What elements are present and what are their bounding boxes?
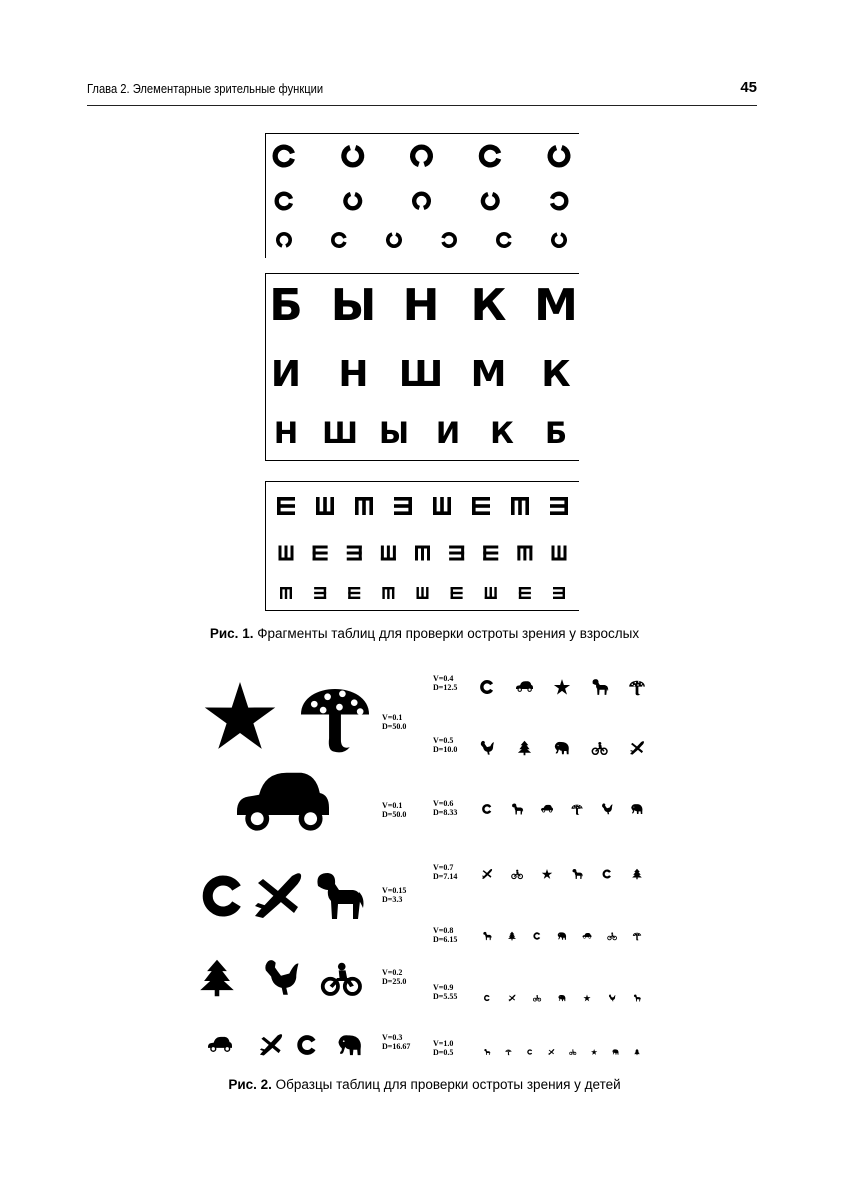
elephant-icon bbox=[558, 932, 566, 939]
landolt-ring-top bbox=[388, 234, 400, 246]
car-icon bbox=[541, 805, 553, 813]
landolt-ring-left bbox=[552, 194, 566, 209]
motorbike-icon bbox=[592, 742, 607, 754]
distance-value: D=25.0 bbox=[382, 977, 407, 986]
car-icon bbox=[516, 681, 533, 692]
rooster-icon bbox=[265, 960, 298, 995]
tumbling-e-right bbox=[483, 546, 498, 561]
distance-value: D=7.14 bbox=[433, 872, 458, 881]
landolt-ring-right bbox=[275, 147, 292, 165]
chart-letter: Н bbox=[338, 354, 369, 395]
plane-icon bbox=[509, 995, 516, 1002]
distance-value: D=50.0 bbox=[382, 810, 407, 819]
chart-letter: К bbox=[490, 416, 514, 450]
car-icon bbox=[583, 933, 592, 939]
tumbling-e-up bbox=[433, 497, 451, 515]
mushroom-icon bbox=[505, 1050, 511, 1056]
tumbling-e-right bbox=[519, 587, 531, 599]
chart-letter: Ш bbox=[322, 416, 358, 450]
tumbling-e-left bbox=[394, 497, 412, 515]
tumbling-e-down bbox=[415, 546, 430, 561]
chart-letter: Ш bbox=[398, 354, 444, 395]
motorbike-icon bbox=[570, 1049, 576, 1054]
acuity-value: V=0.1 bbox=[382, 713, 403, 722]
acuity-value: V=0.1 bbox=[382, 801, 403, 810]
tumbling-e-right bbox=[277, 497, 295, 515]
star-icon bbox=[583, 995, 590, 1002]
distance-value: D=16.67 bbox=[382, 1042, 411, 1051]
chart-letter: К bbox=[470, 280, 507, 331]
acuity-value: V=1.0 bbox=[433, 1039, 454, 1048]
horse-icon bbox=[512, 803, 523, 814]
acuity-value: V=0.3 bbox=[382, 1033, 403, 1042]
tree-icon bbox=[634, 1049, 640, 1055]
children-chart-figure bbox=[195, 668, 665, 1063]
rooster-icon bbox=[602, 803, 612, 814]
chart-letter: М bbox=[534, 280, 578, 331]
tumbling-e-down bbox=[511, 497, 529, 515]
tumbling-e-up bbox=[316, 497, 334, 515]
page-number: 45 bbox=[740, 79, 757, 96]
chart-letter: Б bbox=[544, 416, 568, 450]
horse-icon bbox=[593, 679, 609, 695]
rooster-icon bbox=[609, 994, 616, 1001]
landolt-ring-right bbox=[277, 194, 291, 209]
distance-value: D=8.33 bbox=[433, 808, 458, 817]
tree-icon bbox=[518, 741, 531, 755]
motorbike-icon bbox=[323, 963, 360, 994]
landolt-ring-right bbox=[333, 234, 345, 246]
acuity-value: V=0.15 bbox=[382, 886, 407, 895]
tumbling-e-panel bbox=[265, 481, 579, 611]
elephant-icon bbox=[555, 742, 569, 754]
chart-letter: Ы bbox=[378, 416, 410, 450]
acuity-value: V=0.9 bbox=[433, 983, 454, 992]
tumbling-e-up bbox=[381, 546, 396, 561]
chart-letter: М bbox=[470, 354, 507, 395]
tree-icon bbox=[632, 869, 642, 880]
ring-icon bbox=[485, 996, 489, 1001]
landolt-ring-right bbox=[481, 147, 498, 165]
landolt-ring-top bbox=[344, 148, 362, 165]
letter-chart-panel bbox=[265, 273, 579, 461]
tree-icon bbox=[508, 932, 516, 941]
acuity-value: V=0.5 bbox=[433, 736, 454, 745]
landolt-ring-bottom bbox=[278, 234, 290, 246]
figure-2-label: Рис. 2. bbox=[228, 1077, 272, 1092]
figure-1-label: Рис. 1. bbox=[209, 626, 254, 641]
plane-icon bbox=[482, 869, 492, 879]
distance-value: D=50.0 bbox=[382, 722, 407, 731]
tumbling-e-right bbox=[472, 497, 490, 515]
ring-icon bbox=[208, 881, 237, 912]
ring-icon bbox=[482, 682, 492, 693]
landolt-ring-chart bbox=[266, 134, 579, 258]
chapter-title: Глава 2. Элементарные зрительные функции bbox=[87, 81, 324, 96]
figure-1-caption-text: Фрагменты таблиц для проверки остроты зрения у взрослых bbox=[253, 626, 640, 641]
mushroom-icon bbox=[571, 805, 582, 815]
plane-icon bbox=[548, 1049, 554, 1055]
plane-icon bbox=[260, 1034, 282, 1055]
acuity-value: V=0.2 bbox=[382, 968, 403, 977]
ring-icon bbox=[528, 1050, 532, 1054]
tumbling-e-down bbox=[355, 497, 373, 515]
chart-letter: И bbox=[435, 416, 461, 450]
distance-value: D=3.3 bbox=[382, 895, 403, 904]
motorbike-icon bbox=[512, 870, 523, 879]
motorbike-icon bbox=[533, 995, 540, 1001]
horse-icon bbox=[634, 995, 641, 1002]
ring-icon bbox=[483, 805, 490, 812]
figure-1-caption bbox=[0, 626, 849, 641]
tumbling-e-left bbox=[550, 497, 568, 515]
star-icon bbox=[554, 679, 570, 694]
mushroom-icon bbox=[301, 689, 369, 752]
tumbling-e-right bbox=[451, 587, 463, 599]
tree-icon bbox=[200, 960, 233, 996]
plane-icon bbox=[255, 873, 301, 918]
horse-icon bbox=[484, 1049, 490, 1055]
figure-2-caption-text: Образцы таблиц для проверки остроты зрения у детей bbox=[271, 1077, 621, 1092]
star-icon bbox=[542, 869, 552, 879]
landolt-ring-top bbox=[345, 194, 360, 208]
acuity-value: V=0.4 bbox=[433, 674, 454, 683]
running-header bbox=[87, 79, 757, 106]
tumbling-e-up bbox=[485, 587, 497, 599]
landolt-ring-top bbox=[553, 234, 565, 246]
car-icon bbox=[237, 773, 329, 831]
tumbling-e-right bbox=[313, 546, 328, 561]
distance-value: D=10.0 bbox=[433, 745, 458, 754]
tumbling-e-down bbox=[517, 546, 532, 561]
tumbling-e-up bbox=[417, 587, 429, 599]
landolt-ring-bottom bbox=[413, 147, 431, 164]
acuity-value: V=0.7 bbox=[433, 863, 454, 872]
elephant-icon bbox=[558, 995, 565, 1001]
rooster-icon bbox=[481, 741, 494, 755]
children-chart bbox=[195, 668, 665, 1063]
acuity-value: V=0.8 bbox=[433, 926, 454, 935]
horse-icon bbox=[572, 869, 582, 879]
car-icon bbox=[208, 1037, 232, 1052]
letter-chart bbox=[266, 274, 579, 460]
tumbling-e-up bbox=[552, 546, 567, 561]
horse-icon bbox=[317, 873, 363, 919]
tumbling-e-down bbox=[382, 587, 394, 599]
elephant-icon bbox=[612, 1049, 618, 1054]
tumbling-e-up bbox=[279, 546, 294, 561]
star-icon bbox=[205, 682, 275, 749]
mushroom-icon bbox=[633, 933, 641, 941]
landolt-ring-right bbox=[498, 234, 510, 246]
tumbling-e-left bbox=[553, 587, 565, 599]
tumbling-e-left bbox=[314, 587, 326, 599]
figure-2-caption bbox=[0, 1077, 849, 1092]
distance-value: D=6.15 bbox=[433, 935, 458, 944]
mushroom-icon bbox=[629, 681, 645, 696]
chart-letter: К bbox=[541, 354, 571, 395]
landolt-ring-panel bbox=[265, 133, 579, 258]
horse-icon bbox=[483, 932, 491, 940]
chart-letter: Н bbox=[402, 280, 440, 331]
tumbling-e-left bbox=[347, 546, 362, 561]
tumbling-e-down bbox=[280, 587, 292, 599]
elephant-icon bbox=[338, 1035, 360, 1055]
distance-value: D=0.5 bbox=[433, 1048, 454, 1057]
plane-icon bbox=[630, 741, 644, 754]
distance-value: D=12.5 bbox=[433, 683, 458, 692]
chart-letter: Б bbox=[269, 280, 303, 331]
acuity-value: V=0.6 bbox=[433, 799, 454, 808]
ring-icon bbox=[534, 933, 539, 939]
motorbike-icon bbox=[608, 932, 617, 939]
landolt-ring-left bbox=[443, 234, 455, 246]
tumbling-e-right bbox=[348, 587, 360, 599]
star-icon bbox=[591, 1049, 597, 1055]
distance-value: D=5.55 bbox=[433, 992, 458, 1001]
elephant-icon bbox=[631, 804, 642, 814]
chart-letter: И bbox=[270, 354, 302, 395]
chart-letter: Ы bbox=[330, 280, 377, 331]
landolt-ring-top bbox=[550, 148, 568, 165]
tumbling-e-left bbox=[449, 546, 464, 561]
chart-letter: Н bbox=[273, 416, 299, 450]
ring-icon bbox=[300, 1038, 314, 1053]
tumbling-e-chart bbox=[266, 482, 579, 610]
ring-icon bbox=[604, 871, 610, 878]
landolt-ring-top bbox=[483, 194, 498, 208]
landolt-ring-bottom bbox=[414, 194, 429, 208]
